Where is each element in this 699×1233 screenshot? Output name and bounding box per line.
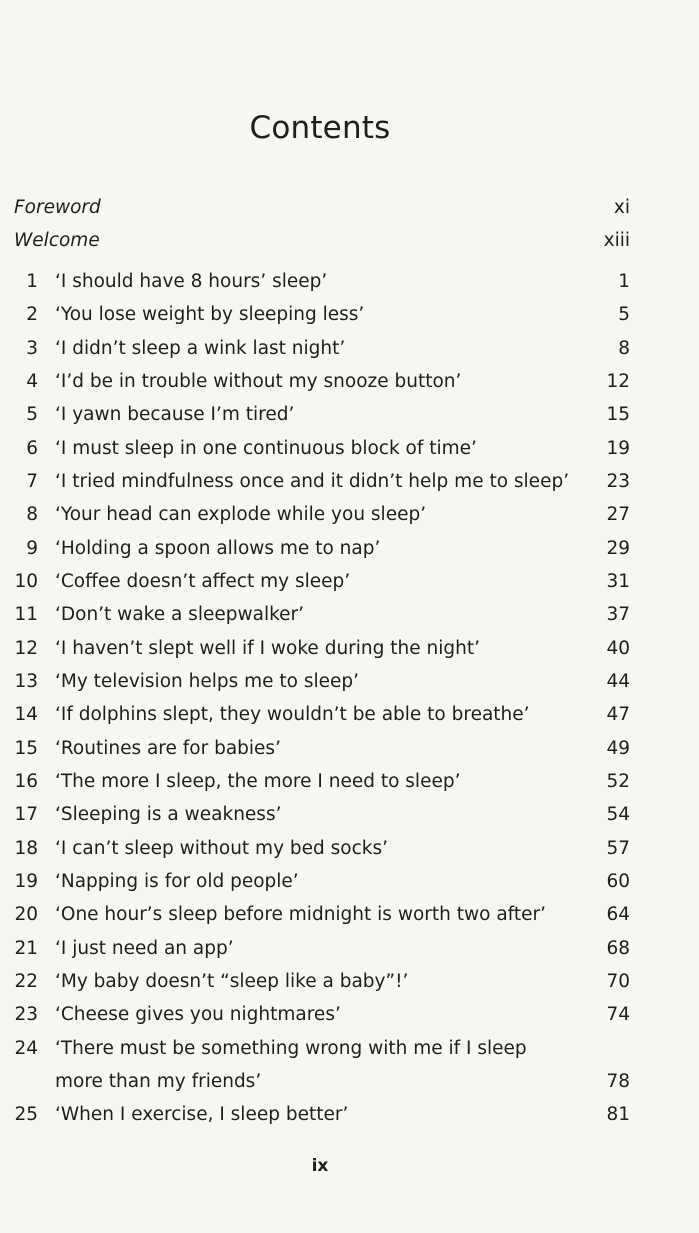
chapter-page-number: 8: [618, 338, 630, 359]
chapter-title: ‘I must sleep in one continuous block of time’: [55, 438, 477, 459]
chapter-title: ‘Sleeping is a weakness’: [55, 804, 282, 825]
chapter-title: ‘One hour’s sleep before midnight is worth two after’: [55, 904, 546, 925]
chapter-page-number: 29: [606, 538, 630, 559]
chapter-number: 24: [14, 1038, 38, 1059]
front-label: Welcome: [14, 230, 100, 251]
page-folio: ix: [311, 1156, 329, 1176]
chapter-number: 11: [14, 604, 38, 625]
chapter-number: 12: [14, 638, 38, 659]
chapter-title: ‘I didn’t sleep a wink last night’: [55, 338, 346, 359]
chapter-title: ‘Cheese gives you nightmares’: [55, 1004, 341, 1025]
chapter-number: 2: [26, 304, 38, 325]
chapter-title: ‘I tried mindfulness once and it didn’t help me to sleep’: [55, 471, 570, 492]
chapter-page-number: 15: [606, 404, 630, 425]
chapter-number: 15: [14, 738, 38, 759]
chapter-page-number: 54: [606, 804, 630, 825]
chapter-number: 19: [14, 871, 38, 892]
chapter-number: 9: [26, 538, 38, 559]
chapter-title: ‘Routines are for babies’: [55, 738, 281, 759]
chapter-page-number: 81: [606, 1104, 630, 1125]
chapter-number: 13: [14, 671, 38, 692]
chapter-number: 17: [14, 804, 38, 825]
toc-chapter-24: [14, 1034, 630, 1097]
chapter-page-number: 40: [606, 638, 630, 659]
chapter-title: ‘Coffee doesn’t affect my sleep’: [55, 571, 351, 592]
chapter-page-number: 70: [606, 971, 630, 992]
chapter-page-number: 57: [606, 838, 630, 859]
chapter-page-number: 78: [606, 1071, 630, 1092]
chapter-title: ‘There must be something wrong with me if I sleep: [55, 1038, 527, 1059]
chapter-number: 7: [26, 471, 38, 492]
chapter-title: ‘Don’t wake a sleepwalker’: [55, 604, 305, 625]
chapter-number: 16: [14, 771, 38, 792]
chapter-title: ‘You lose weight by sleeping less’: [55, 304, 365, 325]
chapter-number: 20: [14, 904, 38, 925]
front-page-number: xi: [613, 197, 630, 218]
chapter-page-number: 47: [606, 704, 630, 725]
chapter-page-number: 19: [606, 438, 630, 459]
chapter-number: 18: [14, 838, 38, 859]
page-title: Contents: [249, 110, 391, 146]
chapter-number: 21: [14, 938, 38, 959]
chapter-title: ‘I haven’t slept well if I woke during the night’: [55, 638, 480, 659]
chapter-number: 10: [14, 571, 38, 592]
front-label: Foreword: [14, 197, 101, 218]
chapter-title: ‘My television helps me to sleep’: [55, 671, 360, 692]
toc-front-foreword: [14, 197, 630, 218]
chapter-number: 25: [14, 1104, 38, 1125]
chapter-title: ‘My baby doesn’t “sleep like a baby”!’: [55, 971, 409, 992]
chapter-number: 8: [26, 504, 38, 525]
chapter-title: ‘I yawn because I’m tired’: [55, 404, 295, 425]
chapter-title: ‘I’d be in trouble without my snooze button’: [55, 371, 462, 392]
chapter-title: ‘Holding a spoon allows me to nap’: [55, 538, 381, 559]
chapter-page-number: 5: [618, 304, 630, 325]
chapter-number: 5: [26, 404, 38, 425]
chapter-title: ‘If dolphins slept, they wouldn’t be able to breathe’: [55, 704, 530, 725]
chapter-number: 23: [14, 1004, 38, 1025]
chapter-page-number: 44: [606, 671, 630, 692]
chapter-page-number: 31: [606, 571, 630, 592]
front-page-number: xiii: [603, 230, 630, 251]
chapter-page-number: 27: [606, 504, 630, 525]
chapter-number: 14: [14, 704, 38, 725]
chapter-page-number: 23: [606, 471, 630, 492]
chapter-title: ‘I just need an app’: [55, 938, 234, 959]
chapter-number: 4: [26, 371, 38, 392]
chapter-page-number: 64: [606, 904, 630, 925]
chapter-number: 6: [26, 438, 38, 459]
chapter-title: ‘I can’t sleep without my bed socks’: [55, 838, 389, 859]
chapter-page-number: 1: [618, 271, 630, 292]
chapter-number: 22: [14, 971, 38, 992]
chapter-page-number: 68: [606, 938, 630, 959]
chapter-page-number: 60: [606, 871, 630, 892]
chapter-number: 1: [26, 271, 38, 292]
toc-front-welcome: [14, 230, 630, 251]
chapter-title: ‘Napping is for old people’: [55, 871, 299, 892]
chapter-number: 3: [26, 338, 38, 359]
chapter-page-number: 37: [606, 604, 630, 625]
chapter-title: ‘Your head can explode while you sleep’: [55, 504, 427, 525]
chapter-title: ‘When I exercise, I sleep better’: [55, 1104, 349, 1125]
chapter-title: ‘I should have 8 hours’ sleep’: [55, 271, 328, 292]
chapter-page-number: 12: [606, 371, 630, 392]
chapter-page-number: 52: [606, 771, 630, 792]
chapter-page-number: 49: [606, 738, 630, 759]
chapter-page-number: 74: [606, 1004, 630, 1025]
chapter-title: ‘The more I sleep, the more I need to sleep’: [55, 771, 461, 792]
chapter-title-continuation: more than my friends’: [55, 1071, 262, 1092]
